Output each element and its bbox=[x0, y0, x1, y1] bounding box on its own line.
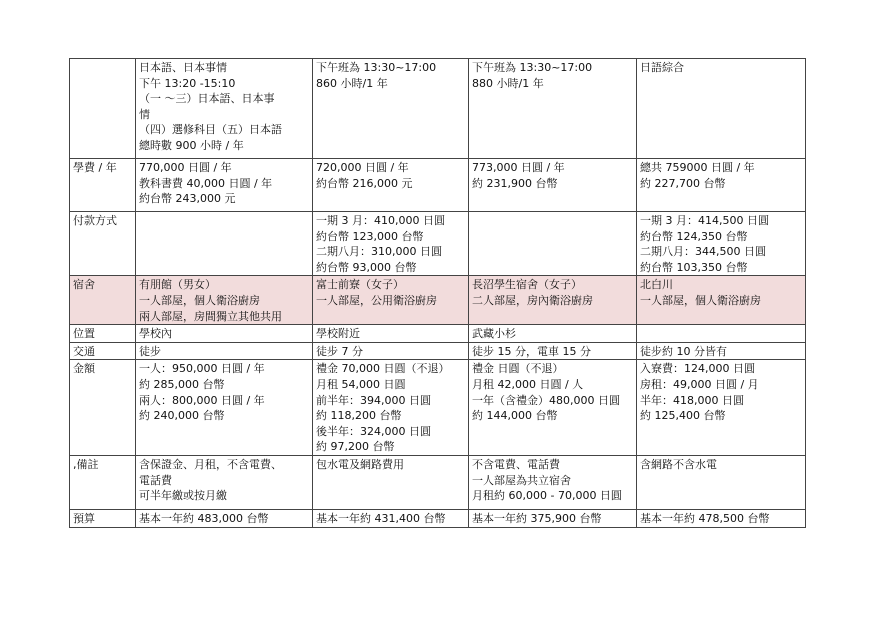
cell-line: 徒步 7 分 bbox=[316, 344, 363, 358]
table-cell bbox=[469, 325, 637, 343]
cell-line: 含保證金、月租，不含電費、 bbox=[139, 457, 282, 471]
cell-line: 月租 54,000 日圓 bbox=[316, 377, 406, 391]
table-cell bbox=[637, 276, 806, 325]
cell-line: 日語綜合 bbox=[640, 61, 684, 74]
cell-line: 徒步約 10 分皆有 bbox=[640, 344, 727, 358]
cell-line: 一年（含禮金）480,000 日圓 bbox=[472, 393, 620, 407]
table-cell bbox=[313, 509, 469, 527]
cell-line: 不含電費、電話費 bbox=[472, 457, 560, 471]
table-cell bbox=[469, 360, 637, 456]
cell-line: 有朋館（男女） bbox=[139, 278, 216, 292]
row-label: 學費 / 年 bbox=[70, 159, 136, 212]
cell-line: 下午班為 13:30~17:00 bbox=[316, 61, 437, 74]
row-notes bbox=[70, 455, 806, 509]
cell-line: 長沼學生宿舍（女子） bbox=[472, 278, 582, 292]
cell-line: 學校內 bbox=[139, 327, 172, 341]
cell-line: 下午 13:20 -15:10 bbox=[139, 76, 236, 90]
table-cell bbox=[136, 325, 313, 343]
row-label: 宿舍 bbox=[70, 276, 136, 325]
cell-line: 電話費 bbox=[139, 473, 172, 487]
cell-line: 徒步 15 分，電車 15 分 bbox=[472, 344, 591, 358]
cell-line: 情 bbox=[139, 107, 150, 121]
cell-line: 總共 759000 日圓 / 年 bbox=[640, 161, 755, 174]
cell-line: 約台幣 123,000 台幣 bbox=[316, 229, 424, 243]
table-cell bbox=[469, 212, 637, 276]
cell-line: 月租約 60,000 - 70,000 日圓 bbox=[472, 489, 622, 503]
table-cell bbox=[313, 325, 469, 343]
cell-line: 富士前寮（女子） bbox=[316, 278, 404, 292]
cell-line: 約台幣 124,350 台幣 bbox=[640, 229, 748, 243]
table-cell bbox=[637, 212, 806, 276]
cell-line: 880 小時/1 年 bbox=[472, 76, 544, 90]
row-payment bbox=[70, 212, 806, 276]
table-cell bbox=[637, 159, 806, 212]
table-cell bbox=[313, 276, 469, 325]
table-cell bbox=[313, 455, 469, 509]
table-cell bbox=[469, 455, 637, 509]
table-cell bbox=[136, 212, 313, 276]
cell-line: 徒步 bbox=[139, 344, 161, 358]
row-course bbox=[70, 59, 806, 159]
cell-line: 二人部屋，房內衛浴廚房 bbox=[472, 293, 593, 307]
row-label: 付款方式 bbox=[70, 212, 136, 276]
cell-line: 約台幣 216,000 元 bbox=[316, 176, 413, 190]
cell-line: 半年：418,000 日圓 bbox=[640, 393, 744, 407]
cell-line: 一人：950,000 日圓 / 年 bbox=[139, 362, 265, 376]
cell-line: 約 240,000 台幣 bbox=[139, 409, 225, 423]
cell-line: 禮金 日圓（不退） bbox=[472, 362, 564, 376]
cell-line: 一人部屋，個人衛浴廚房 bbox=[640, 293, 761, 307]
table-cell bbox=[637, 455, 806, 509]
row-label bbox=[70, 59, 136, 159]
cell-line: 可半年繳或按月繳 bbox=[139, 489, 227, 503]
cell-line: 約 97,200 台幣 bbox=[316, 440, 395, 454]
cell-line: 二期八月：310,000 日圓 bbox=[316, 245, 442, 259]
cell-line: 基本一年約 431,400 台幣 bbox=[316, 511, 446, 525]
table-body bbox=[70, 59, 806, 528]
cell-line: 兩人部屋，房間獨立其他共用 bbox=[139, 309, 282, 323]
row-label: ,備註 bbox=[70, 455, 136, 509]
cell-line: 二期八月：344,500 日圓 bbox=[640, 245, 766, 259]
table-cell bbox=[313, 342, 469, 360]
cell-line: 基本一年約 375,900 台幣 bbox=[472, 511, 602, 525]
cell-line: 含網路不含水電 bbox=[640, 457, 717, 471]
school-comparison-table bbox=[69, 58, 806, 528]
table-cell bbox=[313, 360, 469, 456]
cell-line: 一人部屋，公用衛浴廚房 bbox=[316, 293, 437, 307]
cell-line: 教科書費 40,000 日圓 / 年 bbox=[139, 176, 273, 190]
cell-line: （四）選修科目（五）日本語 bbox=[139, 123, 282, 137]
table-cell bbox=[469, 509, 637, 527]
table-cell bbox=[136, 455, 313, 509]
cell-line: 基本一年約 478,500 台幣 bbox=[640, 511, 770, 525]
cell-line: 兩人：800,000 日圓 / 年 bbox=[139, 393, 265, 407]
table-cell bbox=[313, 212, 469, 276]
cell-line: 約 118,200 台幣 bbox=[316, 409, 402, 423]
cell-line: 基本一年約 483,000 台幣 bbox=[139, 511, 269, 525]
cell-line: 770,000 日圓 / 年 bbox=[139, 161, 232, 174]
table-cell bbox=[637, 59, 806, 159]
cell-line: 一人部屋為共立宿舍 bbox=[472, 473, 571, 487]
table-cell bbox=[136, 360, 313, 456]
row-label: 預算 bbox=[70, 509, 136, 527]
table-cell bbox=[136, 509, 313, 527]
cell-line: 約台幣 243,000 元 bbox=[139, 192, 236, 206]
row-budget bbox=[70, 509, 806, 527]
cell-line: 一期 3 月：414,500 日圓 bbox=[640, 214, 769, 227]
cell-line: 禮金 70,000 日圓（不退） bbox=[316, 362, 450, 376]
table-cell bbox=[637, 509, 806, 527]
cell-line: 約台幣 103,350 台幣 bbox=[640, 260, 748, 274]
row-tuition bbox=[70, 159, 806, 212]
cell-line: 入寮費：124,000 日圓 bbox=[640, 362, 755, 376]
cell-line: 日本語、日本事情 bbox=[139, 61, 227, 74]
cell-line: 約台幣 93,000 台幣 bbox=[316, 260, 417, 274]
cell-line: 包水電及網路費用 bbox=[316, 457, 404, 471]
cell-line: 一期 3 月：410,000 日圓 bbox=[316, 214, 445, 227]
cell-line: 一人部屋，個人衛浴廚房 bbox=[139, 293, 260, 307]
row-label: 位置 bbox=[70, 325, 136, 343]
table-cell bbox=[313, 159, 469, 212]
cell-line: 約 231,900 台幣 bbox=[472, 176, 558, 190]
cell-line: 約 285,000 台幣 bbox=[139, 377, 225, 391]
cell-line: 武藏小杉 bbox=[472, 327, 516, 341]
table-cell bbox=[469, 276, 637, 325]
cell-line: 後半年：324,000 日圓 bbox=[316, 424, 431, 438]
table-cell bbox=[637, 342, 806, 360]
table-cell bbox=[637, 325, 806, 343]
cell-line: 720,000 日圓 / 年 bbox=[316, 161, 409, 174]
row-label: 交通 bbox=[70, 342, 136, 360]
row-label: 金額 bbox=[70, 360, 136, 456]
cell-line: 860 小時/1 年 bbox=[316, 76, 388, 90]
table-cell bbox=[136, 342, 313, 360]
cell-line: 約 125,400 台幣 bbox=[640, 409, 726, 423]
cell-line: （一 ～三）日本語、日本事 bbox=[139, 92, 275, 106]
table-cell bbox=[637, 360, 806, 456]
cell-line: 學校附近 bbox=[316, 327, 360, 341]
cell-line: 773,000 日圓 / 年 bbox=[472, 161, 565, 174]
row-location bbox=[70, 325, 806, 343]
cell-line: 約 227,700 台幣 bbox=[640, 176, 726, 190]
table-cell bbox=[469, 159, 637, 212]
cell-line: 總時數 900 小時 / 年 bbox=[139, 138, 244, 152]
table-cell bbox=[313, 59, 469, 159]
table-cell bbox=[136, 59, 313, 159]
table-cell bbox=[136, 276, 313, 325]
cell-line: 房租：49,000 日圓 / 月 bbox=[640, 377, 759, 391]
cell-line: 月租 42,000 日圓 / 人 bbox=[472, 377, 584, 391]
table-cell bbox=[136, 159, 313, 212]
row-transport bbox=[70, 342, 806, 360]
cell-line: 下午班為 13:30~17:00 bbox=[472, 61, 593, 74]
table-cell bbox=[469, 342, 637, 360]
cell-line: 前半年：394,000 日圓 bbox=[316, 393, 431, 407]
cell-line: 約 144,000 台幣 bbox=[472, 409, 558, 423]
row-amount bbox=[70, 360, 806, 456]
row-dorm bbox=[70, 276, 806, 325]
table-cell bbox=[469, 59, 637, 159]
cell-line: 北白川 bbox=[640, 278, 673, 292]
